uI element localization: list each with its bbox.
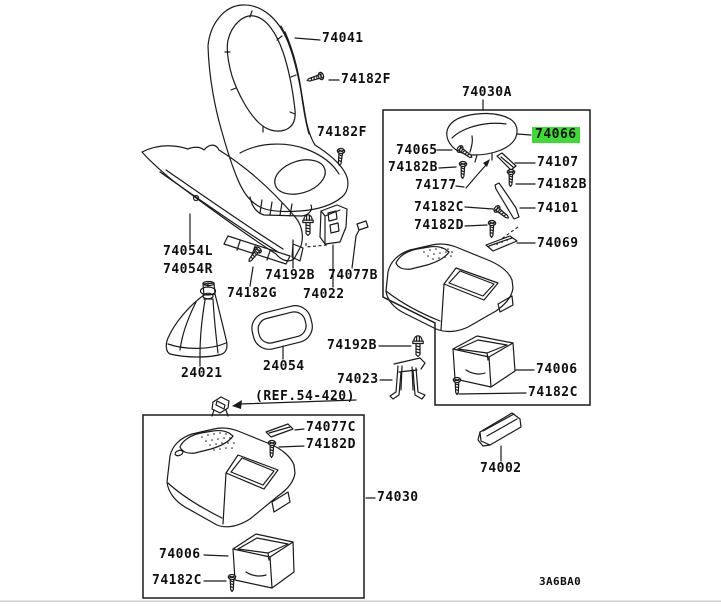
screw-path-dashed-line <box>500 227 518 240</box>
screw-74182d-icon-2 <box>268 440 276 457</box>
lid-74066-drawing <box>447 113 517 162</box>
rod-74177-drawing <box>466 159 490 188</box>
part-label-74182c-2: 74182C <box>528 385 578 400</box>
plate-74069-drawing <box>486 236 517 251</box>
strip-74101-drawing <box>495 183 519 219</box>
part-label-74006-1: 74006 <box>536 362 578 377</box>
pointer-74182b-1 <box>439 167 456 168</box>
pointer-74182d-1 <box>465 225 487 226</box>
bolt-74192b-icon-1 <box>303 215 313 236</box>
part-label-74182d-1: 74182D <box>414 218 464 233</box>
box-label-74030: 74030 <box>377 490 419 505</box>
part-label-74023: 74023 <box>337 372 379 387</box>
bracket-74022-drawing <box>320 205 347 244</box>
screw-74182d-icon-1 <box>488 220 496 237</box>
screw-74182g-icon <box>246 246 262 264</box>
shift-boot-24021-drawing <box>166 282 227 358</box>
dash-74192b-1 <box>306 243 327 247</box>
part-label-74066-highlight: 74066 <box>532 127 580 143</box>
pointer-74077b <box>352 236 356 268</box>
pointer-74077c <box>295 429 304 430</box>
part-label-74192b-1: 74192B <box>265 268 315 283</box>
screw-74182b-icon-2 <box>507 169 515 186</box>
part-label-74065: 74065 <box>396 143 438 158</box>
part-label-74069: 74069 <box>537 236 579 251</box>
part-label-74182c-3: 74182C <box>152 573 202 588</box>
box-label-74030a: 74030A <box>462 85 512 100</box>
ref-clip-drawing <box>212 397 229 416</box>
part-label-74192b-2: 74192B <box>327 338 377 353</box>
part-label-74182b-2: 74182B <box>537 177 587 192</box>
bracket-74023-drawing <box>390 358 425 399</box>
part-label-74101: 74101 <box>537 201 579 216</box>
pointer-74006-2 <box>204 555 228 556</box>
screw-74182c-icon-2 <box>453 378 460 395</box>
screw-74182f-icon-1 <box>306 72 324 84</box>
pointer-74182g <box>250 267 253 286</box>
bolt-74192b-icon-2 <box>413 336 423 357</box>
pointer-74182c-2 <box>459 393 526 394</box>
ref-note-label: (REF.54-420) <box>255 389 355 404</box>
pointer-74182c-1 <box>465 207 493 209</box>
part-label-74182f-2: 74182F <box>317 125 367 140</box>
tray-74006-upper-drawing <box>453 336 515 387</box>
part-label-74022: 74022 <box>303 287 345 302</box>
part-label-74077b: 74077B <box>328 268 378 283</box>
boot-ring-24054-drawing <box>249 302 316 352</box>
part-label-74182c-1: 74182C <box>414 200 464 215</box>
part-label-74107: 74107 <box>537 155 579 170</box>
part-label-74041: 74041 <box>322 31 364 46</box>
part-label-74077c: 74077C <box>306 420 356 435</box>
part-label-74182g: 74182G <box>227 286 277 301</box>
part-label-74182d-2: 74182D <box>306 437 356 452</box>
part-label-24054: 24054 <box>263 359 305 374</box>
part-label-74054r: 74054R <box>163 262 213 277</box>
part-label-24021: 24021 <box>181 366 223 381</box>
console-body-74030a-drawing <box>386 244 513 332</box>
pointer-74182d-2 <box>279 446 304 447</box>
screw-74182b-icon-1 <box>459 161 467 178</box>
ashtray-74002-drawing <box>478 413 521 446</box>
pointer-74066 <box>517 134 531 135</box>
part-label-74177: 74177 <box>415 178 457 193</box>
tray-74006-lower-drawing <box>233 534 294 588</box>
part-label-74182f-1: 74182F <box>341 72 391 87</box>
footer-separator-line <box>0 601 721 602</box>
screw-74182c-icon-1 <box>493 205 511 221</box>
screw-74182c-icon-3 <box>228 575 235 592</box>
clip-74077b-drawing <box>356 221 368 236</box>
strip-74077c-drawing <box>266 424 293 437</box>
part-label-74006-2: 74006 <box>159 547 201 562</box>
part-label-74002: 74002 <box>480 461 522 476</box>
part-label-74182b-1: 74182B <box>388 160 438 175</box>
pointer-74041 <box>295 38 320 40</box>
strip-74107-drawing <box>497 153 516 170</box>
footer-diagram-code: 3A6BA0 <box>539 575 582 588</box>
pointer-74177 <box>456 186 464 187</box>
part-label-74054l: 74054L <box>163 244 213 259</box>
